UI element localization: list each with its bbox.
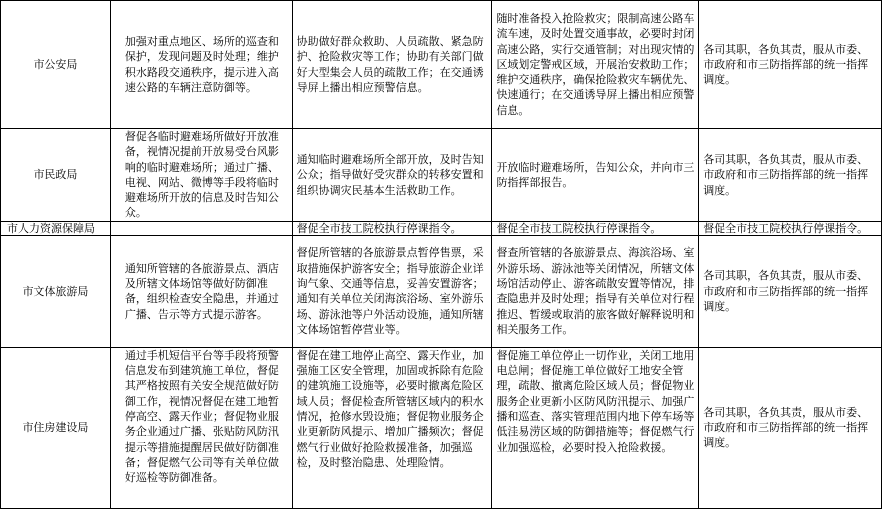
measure-cell: 督促各临时避难场所做好开放准备，视情况提前开放易受台风影响的临时避难场所；通过广播、电视、网站、微博等手段将临时避难场所开放的信息及时告知公众。: [110, 129, 292, 222]
measure-cell: 督查所管辖的各旅游景点、海滨浴场、室外游乐场、游泳池等关闭情况，所辖文体场馆活动停止、游客疏散安置等情况，排查隐患并及时处理；指导有关单位对行程推迟、暂缓或取消的旅客做好解释说明和相关服务工作。: [492, 235, 699, 347]
measure-cell: 开放临时避难场所，告知公众，并向市三防指挥部报告。: [492, 129, 699, 222]
measure-cell: 通知所管辖的各旅游景点、酒店及所辖文体场馆等做好防御准备，组织检查安全隐患，并通过广播、告示等方式提示游客。: [110, 235, 292, 347]
measure-cell: 各司其职，各负其责，服从市委、市政府和市三防指挥部的统一指挥调度。: [699, 1, 882, 129]
measure-cell: 通知临时避难场所全部开放，及时告知公众；指导做好受灾群众的转移安置和组织协调灾民基本生活救助工作。: [292, 129, 492, 222]
measure-cell: 督促在建工地停止高空、露天作业，加强施工区安全管理，加固或拆除有危险的建筑施工设施等，必要时撤离危险区域人员；督促检查所管辖区域内的积水情况，抢修水毁设施；督促物业服务企业更新防风提示、增加广播频次；督促燃气行业做好抢险救援准备，加强巡检，及时整治隐患、处理险情。: [292, 347, 492, 508]
table-row: [1, 129, 882, 222]
measure-cell: 各司其职，各负其责，服从市委、市政府和市三防指挥部的统一指挥调度。: [699, 129, 882, 222]
measure-cell: 通过手机短信平台等手段将预警信息发布到建筑施工单位，督促其严格按照有关安全规范做好防御工作，视情况督促在建工地暂停高空、露天作业；督促物业服务企业通过广播、张贴防风防汛提示等措施提醒居民做好防御准备；督促燃气公司等有关单位做好巡检等防御准备。: [110, 347, 292, 508]
measure-cell: 督促所管辖的各旅游景点暂停售票，采取措施保护游客安全；指导旅游企业详询气象、交通等信息，妥善安置游客；通知有关单位关闭海滨浴场、室外游乐场、游泳池等户外活动设施，通知所辖文体场馆暂停营业等。: [292, 235, 492, 347]
measure-cell: 督促施工单位停止一切作业，关闭工地用电总闸；督促施工单位做好工地安全管理，疏散、撤离危险区域人员；督促物业服务企业更新小区防风防汛提示、加强广播和巡查、落实管理范围内地下停车场等低洼易涝区域的防御措施等；督促燃气行业加强巡检，必要时投入抢险救援。: [492, 347, 699, 508]
measure-cell: 督促全市技工院校执行停课指令。: [699, 221, 882, 235]
table-row: [1, 1, 882, 129]
table-row: [1, 347, 882, 508]
table-row: [1, 235, 882, 347]
measure-cell: 各司其职，各负其责，服从市委、市政府和市三防指挥部的统一指挥调度。: [699, 235, 882, 347]
department-cell: 市公安局: [1, 1, 111, 129]
measure-cell: 各司其职，各负其责，服从市委、市政府和市三防指挥部的统一指挥调度。: [699, 347, 882, 508]
measure-cell: 督促全市技工院校执行停课指令。: [292, 221, 492, 235]
department-cell: 市人力资源保障局: [1, 221, 111, 235]
department-cell: 市民政局: [1, 129, 111, 222]
measure-cell: 协助做好群众救助、人员疏散、紧急防护、抢险救灾等工作；协助有关部门做好大型集会人员的疏散工作；在交通诱导屏上播出相应预警信息。: [292, 1, 492, 129]
measure-cell: 加强对重点地区、场所的巡查和保护，发现问题及时处理；维护积水路段交通秩序，提示进入高速公路的车辆注意防御等。: [110, 1, 292, 129]
table-row: [1, 221, 882, 235]
measure-cell: 督促全市技工院校执行停课指令。: [492, 221, 699, 235]
measure-cell: 随时准备投入抢险救灾；限制高速公路车流车速，及时处置交通事故，必要时封闭高速公路，实行交通管制；对出现灾情的区域划定警戒区域，开展治安救助工作；维护交通秩序，确保抢险救灾车辆优先、快速通行；在交通诱导屏上播出相应预警信息。: [492, 1, 699, 129]
department-cell: 市文体旅游局: [1, 235, 111, 347]
measure-cell: [110, 221, 292, 235]
department-cell: 市住房建设局: [1, 347, 111, 508]
